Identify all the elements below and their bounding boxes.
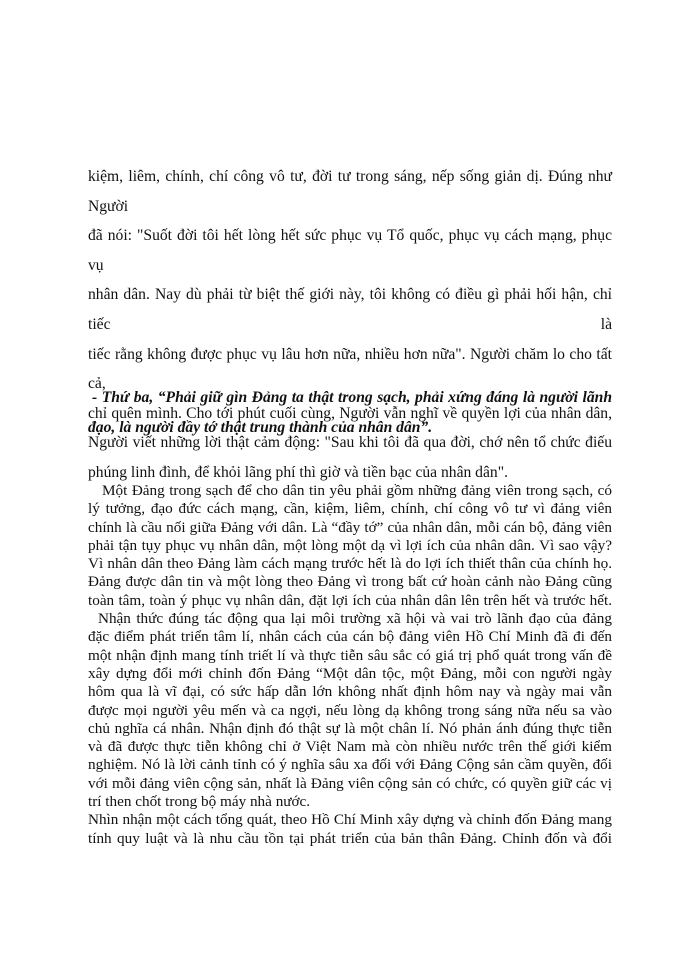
text-line: tiếc rằng không được phục vụ lâu hơn nữa, nhiều hơn nữa". Người chăm lo cho tất cả, bbox=[88, 345, 612, 393]
heading-line: - Thứ ba, “Phải giữ gìn Đảng ta thật trong sạch, phải xứng đáng là người lãnh bbox=[92, 389, 612, 406]
text-line: tính quy luật và là nhu cầu tồn tại phát triển của bản thân Đảng. Chỉnh đốn và đổi bbox=[88, 829, 612, 847]
text-line: chính là cầu nối giữa Đảng với dân. Là “đầy tớ” của nhân dân, mỗi cán bộ, đảng viên bbox=[88, 518, 612, 536]
text-line: Một Đảng trong sạch để cho dân tin yêu phải gồm những đảng viên trong sạch, có bbox=[102, 482, 612, 499]
text-line: Nhận thức đúng tác động qua lại môi trường xã hội và vai trò lãnh đạo của đảng bbox=[98, 610, 612, 628]
text-line: xây dựng đổi mới chỉnh đốn Đảng “Một dân tộc, một Đảng, mỗi con người ngày bbox=[88, 664, 612, 682]
text-line: được mọi người yêu mến và ca ngợi, nếu lòng dạ không trong sáng nữa nếu sa vào bbox=[88, 701, 612, 719]
text-line: Đảng được dân tin và một lòng theo Đảng vì trong bất cứ hoàn cảnh nào Đảng cũng bbox=[88, 573, 612, 591]
text-line: chủ nghĩa cá nhân. Nhận định đó thật sự là một chân lí. Nó phản ánh đúng thực tiễn bbox=[88, 719, 612, 737]
text-line: và đã được thực tiễn không chỉ ở Việt Nam mà còn nhiều nước trên thế giới kiểm bbox=[88, 738, 612, 756]
text-line: kiệm, liêm, chính, chí công vô tư, đời tư trong sáng, nếp sống giản dị. Đúng như Người bbox=[88, 168, 612, 215]
text-line: toàn tâm, toàn ý phục vụ nhân dân, đặt lợi ích của nhân dân lên trên hết và trước hết. bbox=[88, 591, 612, 609]
body-paragraphs bbox=[88, 482, 612, 848]
text-line: một nhận định mang tính triết lí và thực tiễn sâu sắc có giá trị phổ quát trong vấn đề bbox=[88, 646, 612, 664]
text-line: nghiệm. Nó là lời cảnh tỉnh có ý nghĩa sâu xa đối với Đảng Cộng sản cầm quyền, đối bbox=[88, 756, 612, 774]
text-line: với mỗi đảng viên cộng sản, nhất là Đảng viên cộng sản có chức, có quyền giữ các vị bbox=[88, 774, 612, 792]
heading-line: đạo, là người đầy tớ thật trung thành của nhân dân”. bbox=[88, 419, 433, 436]
text-line: nhân dân. Nay dù phải từ biệt thế giới này, tôi không có điều gì phải hối hận, chỉ tiếc là bbox=[88, 286, 612, 333]
text-line: đã nói: "Suốt đời tôi hết lòng hết sức phục vụ Tổ quốc, phục vụ cách mạng, phục vụ bbox=[88, 227, 612, 274]
text-line: trí then chốt trong bộ máy nhà nước. bbox=[88, 793, 311, 811]
text-line: Người viết những lời thật cảm động: "Sau khi tôi đã qua đời, chớ nên tổ chức điếu bbox=[88, 434, 612, 452]
text-line: lý tưởng, đạo đức cách mạng, cần, kiệm, liêm, chính, chí công vô tư vì đảng viên bbox=[88, 500, 612, 518]
text-line: chỉ quên mình. Cho tới phút cuối cùng, Người vẫn nghĩ về quyền lợi của nhân dân, bbox=[88, 404, 612, 422]
section-heading-point-three bbox=[88, 383, 612, 443]
text-line: phải tận tụy phục vụ nhân dân, một lòng một dạ vì lợi ích của nhân dân. Vì sao vậy? bbox=[88, 536, 612, 554]
text-line: đặc điểm phát triển tâm lí, nhân cách của cán bộ đảng viên Hồ Chí Minh đã đi đến bbox=[88, 628, 612, 646]
text-line: Nhìn nhận một cách tổng quát, theo Hồ Chí Minh xây dựng và chỉnh đốn Đảng mang bbox=[88, 811, 612, 829]
text-line: hôm qua là vĩ đại, có sức hấp dẫn lớn không nhất định hôm nay và ngày mai vẫn bbox=[88, 683, 612, 701]
text-line: phúng linh đình, để khỏi lãng phí thì giờ và tiền bạc của nhân dân". bbox=[88, 463, 508, 481]
text-line: Vì nhân dân theo Đảng làm cách mạng trước hết là do lợi ích thiết thân của chính họ. bbox=[88, 555, 612, 573]
